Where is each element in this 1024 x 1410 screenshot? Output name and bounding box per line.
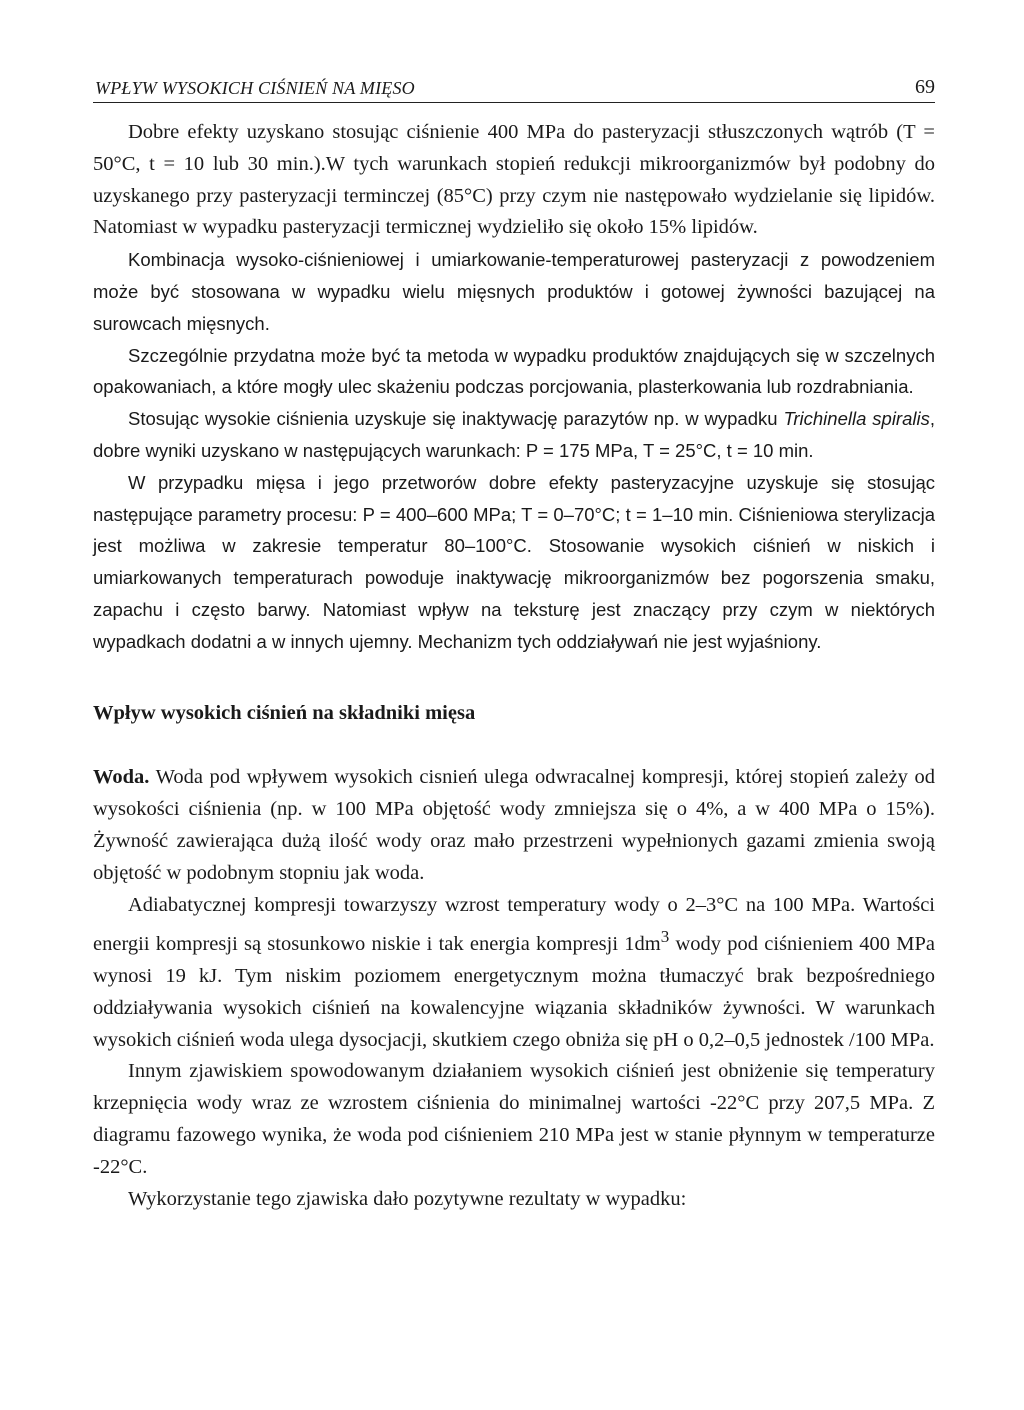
paragraph-freezing-point: Innym zjawiskiem spowodowanym działaniem wysokich ciśnień jest obniżenie się temperatury krzepnięcia wody wraz ze wzrostem ciśnienia do minimalnej wartości -22°C przy 207,5 MPa. Z diagramu fazowego wynika, że woda pod ciśnieniem 210 MPa jest w stanie płynnym w temperaturze -22°C. bbox=[93, 1060, 935, 1178]
paragraph-adiabatic-compression bbox=[93, 890, 935, 1057]
species-name: Trichinella spiralis bbox=[783, 408, 930, 430]
superscript-cubed: 3 bbox=[660, 927, 670, 947]
running-header bbox=[93, 72, 935, 103]
paragraph-parasites-text-1: Stosując wysokie ciśnienia uzyskuje się inaktywację parazytów np. w wypadku bbox=[128, 408, 784, 430]
page-number: 69 bbox=[915, 76, 935, 98]
paragraph-parasites bbox=[93, 403, 935, 467]
paragraph-usage: Wykorzystanie tego zjawiska dało pozytywne rezultaty w wypadku: bbox=[128, 1187, 687, 1210]
document-page bbox=[93, 72, 935, 1215]
running-header-title: WPŁYW WYSOKICH CIŚNIEŃ NA MIĘSO bbox=[95, 78, 415, 98]
paragraph-adiabatic-text-2: wody pod ciśnieniem 400 MPa wynosi 19 kJ. Tym niskim poziomem energetycznym można tłumaczyć brak bezpośredniego oddziaływania wysokich ciśnień na kowalencyjne wiązania składników żywności. W warunkach wysokich ciśnień woda ulega dysocjacji, skutkiem czego obniża się pH o 0,2–0,5 jednostek /100 MPa. bbox=[93, 933, 935, 1051]
paragraph-water-text: Woda pod wpływem wysokich cisnień ulega odwracalnej kompresji, której stopień zależy od wysokości ciśnienia (np. w 100 MPa objętość wody zmniejsza się o 4%, a w 400 MPa o 15%). Żywność zawierająca dużą ilość wody oraz mało przestrzeni wypełnionych gazami zmienia swoją objętość w podobnym stopniu jak woda. bbox=[93, 766, 935, 884]
water-lead: Woda. bbox=[93, 766, 150, 789]
paragraph-packaged-products: Szczególnie przydatna może być ta metoda w wypadku produktów znajdujących się w szczelnych opakowaniach, a które mogły ulec skażeniu podczas porcjowania, plasterkowania lub rozdrabniania. bbox=[93, 344, 935, 398]
paragraph-meat-parameters: W przypadku mięsa i jego przetworów dobre efekty pasteryzacyjne uzyskuje się stosując następujące parametry procesu: P = 400–600 MPa; T = 0–70°C; t = 1–10 min. Ciśnieniowa sterylizacja jest możliwa w zakresie temperatur 80–100°C. Stosowanie wysokich ciśnień w niskich i umiarkowanych temperaturach powoduje inaktywację mikroorganizmów bez pogorszenia smaku, zapachu i często barwy. Natomiast wpływ na teksturę jest znaczący przy czym w niektórych wypadkach dodatni a w innych ujemny. Mechanizm tych oddziaływań nie jest wyjaśniony. bbox=[93, 471, 935, 652]
paragraph-combination: Kombinacja wysoko-ciśnieniowej i umiarkowanie-temperaturowej pasteryzacji z powodzeniem może być stosowana w wypadku wielu mięsnych produktów i gotowej żywności bazującej na surowcach mięsnych. bbox=[93, 249, 935, 334]
paragraph-adiabatic-text-1: Adiabatycznej kompresji towarzyszy wzrost temperatury wody o 2–3°C na 100 MPa. Wartości energii kompresji są stosunkowo niskie i tak energia kompresji 1dm bbox=[93, 893, 935, 956]
section-body bbox=[93, 762, 935, 1215]
paragraph-parasites-text-2: , dobre wyniki uzyskano w następujących warunkach: P = 175 MPa, T = 25°C, t = 10 min. bbox=[93, 408, 935, 461]
body-text bbox=[93, 117, 935, 658]
paragraph-pasteurization-livers: Dobre efekty uzyskano stosując ciśnienie 400 MPa do pasteryzacji stłuszczonych wątrób (T = 50°C, t = 10 lub 30 min.).W tych warunkach stopień redukcji mikroorganizmów był podobny do uzyskanego przy pasteryzacji terminczej (85°C) przy czym nie następowało wydzielanie się lipidów. Natomiast w wypadku pasteryzacji termicznej wydzieliło się około 15% lipidów. bbox=[93, 121, 935, 239]
section-heading: Wpływ wysokich ciśnień na składniki mięsa bbox=[93, 701, 476, 724]
paragraph-water bbox=[93, 762, 935, 889]
